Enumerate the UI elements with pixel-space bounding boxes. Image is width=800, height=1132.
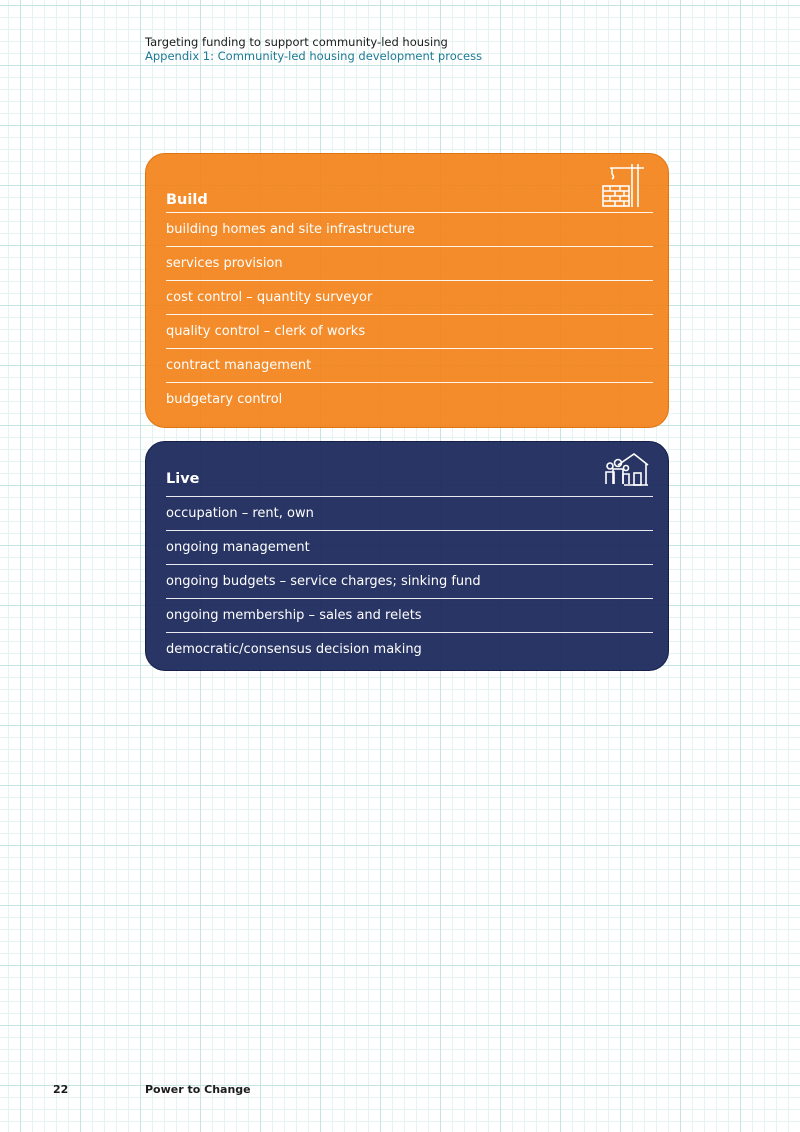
list-item: ongoing budgets – service charges; sinking fund xyxy=(166,565,653,599)
build-list xyxy=(166,213,653,417)
list-item: quality control – clerk of works xyxy=(166,315,653,349)
document-title: Targeting funding to support community-led housing xyxy=(145,35,448,49)
crane-brick-wall-icon xyxy=(600,160,646,208)
document-header xyxy=(145,35,482,63)
list-item: contract management xyxy=(166,349,653,383)
list-item: cost control – quantity surveyor xyxy=(166,281,653,315)
build-title: Build xyxy=(166,154,653,213)
live-list xyxy=(166,497,653,667)
list-item: ongoing management xyxy=(166,531,653,565)
list-item: services provision xyxy=(166,247,653,281)
build-card xyxy=(145,153,669,428)
list-item: budgetary control xyxy=(166,392,283,407)
document-subtitle: Appendix 1: Community-led housing development process xyxy=(145,49,483,63)
list-item: occupation – rent, own xyxy=(166,497,653,531)
list-item: building homes and site infrastructure xyxy=(166,213,653,247)
live-title: Live xyxy=(166,442,653,497)
live-card xyxy=(145,441,669,671)
list-item: ongoing membership – sales and relets xyxy=(166,599,653,633)
list-item: democratic/consensus decision making xyxy=(166,642,422,657)
footer-brand: Power to Change xyxy=(145,1083,251,1096)
page-number: 22 xyxy=(53,1083,69,1096)
family-house-icon xyxy=(604,451,650,487)
